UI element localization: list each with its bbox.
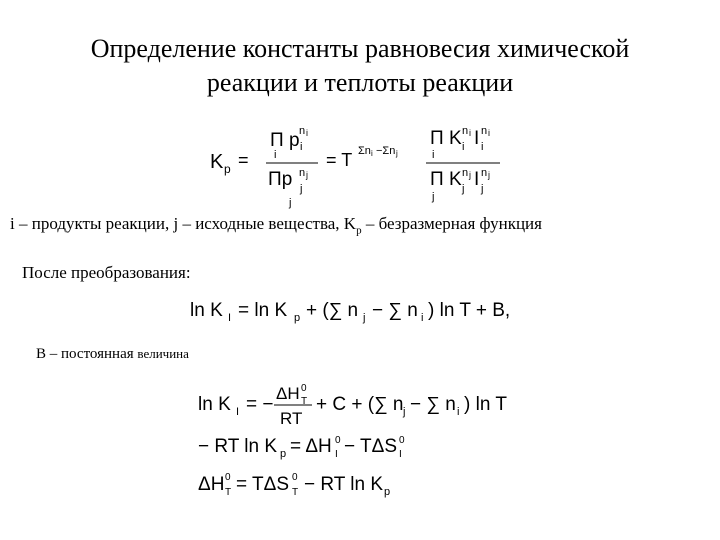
svg-text:0: 0 — [225, 472, 231, 483]
svg-text:i: i — [488, 128, 490, 138]
svg-text:= TΔS: = TΔS — [236, 474, 290, 495]
svg-text:Π K: Π K — [430, 169, 462, 190]
svg-text:i: i — [457, 406, 460, 418]
svg-text:i: i — [274, 149, 277, 161]
svg-text:I: I — [335, 449, 338, 460]
after-transform-text: После преобразования: — [22, 263, 191, 282]
svg-text:j: j — [469, 170, 471, 180]
svg-text:T: T — [225, 487, 232, 498]
svg-text:+ C + (∑ n: + C + (∑ n — [316, 394, 404, 415]
svg-text:i: i — [371, 149, 373, 158]
title-line-1: Определение константы равновесия химической — [90, 34, 630, 63]
svg-text:j: j — [306, 170, 308, 180]
svg-text:I: I — [399, 449, 402, 460]
svg-text:n: n — [462, 167, 469, 179]
svg-text:= ΔH: = ΔH — [290, 436, 332, 457]
svg-text:p: p — [280, 448, 287, 460]
svg-text:j: j — [462, 183, 465, 195]
svg-text:−Σn: −Σn — [376, 145, 396, 157]
svg-text:Π K: Π K — [430, 128, 462, 149]
formula-ln-ki — [188, 290, 528, 330]
svg-text:Σn: Σn — [358, 145, 371, 157]
svg-text:i: i — [432, 149, 435, 161]
b-note-main: B – постоянная — [36, 346, 138, 362]
svg-text:− TΔS: − TΔS — [344, 436, 398, 457]
definitions-sub: p — [356, 224, 362, 237]
title-line-2: реакции и теплоты реакции — [206, 68, 514, 97]
svg-text:i: i — [306, 128, 308, 138]
svg-text:Πp: Πp — [268, 169, 293, 190]
svg-text:I: I — [474, 169, 480, 190]
svg-text:= ln K: = ln K — [238, 300, 288, 321]
svg-text:=: = — [238, 150, 249, 170]
formula-ln-ki-enthalpy — [196, 380, 516, 436]
svg-text:ln K: ln K — [190, 300, 223, 321]
svg-text:i: i — [421, 312, 424, 324]
svg-text:j: j — [403, 406, 406, 418]
svg-text:Π p: Π p — [270, 130, 300, 151]
b-note-text — [36, 346, 189, 363]
svg-text:T: T — [292, 487, 299, 498]
svg-text:0: 0 — [292, 472, 298, 483]
svg-text:i: i — [462, 141, 465, 153]
svg-text:0: 0 — [301, 383, 307, 394]
svg-text:n: n — [481, 125, 488, 137]
svg-text:j: j — [300, 183, 303, 195]
definitions-part2: – безразмерная функция — [361, 214, 542, 233]
svg-text:− RT ln K: − RT ln K — [198, 436, 278, 457]
svg-text:I: I — [228, 312, 232, 324]
svg-text:− RT ln K: − RT ln K — [304, 474, 384, 495]
svg-text:j: j — [481, 183, 484, 195]
svg-text:) ln T + B,: ) ln T + B, — [428, 300, 511, 321]
formula-rt-ln-kp — [196, 430, 436, 464]
formula-kp-definition — [200, 118, 520, 213]
svg-text:n: n — [299, 125, 306, 137]
svg-text:T: T — [301, 396, 308, 407]
svg-text:ΔH: ΔH — [198, 474, 225, 495]
svg-text:j: j — [488, 170, 490, 180]
svg-text:0: 0 — [335, 435, 341, 446]
svg-text:n: n — [299, 167, 306, 179]
svg-text:) ln T: ) ln T — [464, 394, 507, 415]
svg-text:n: n — [481, 167, 488, 179]
svg-text:RT: RT — [280, 409, 303, 428]
svg-text:p: p — [294, 312, 301, 324]
svg-text:i: i — [469, 128, 471, 138]
svg-text:0: 0 — [399, 435, 405, 446]
svg-text:− ∑ n: − ∑ n — [410, 394, 456, 415]
definitions-part1: i – продукты реакции, j – исходные вещества, K — [10, 214, 357, 233]
formula-delta-h — [196, 466, 436, 502]
svg-text:= T: = T — [326, 150, 353, 170]
svg-text:p: p — [384, 486, 391, 498]
svg-text:ln K: ln K — [198, 394, 231, 415]
svg-text:j: j — [432, 191, 435, 203]
svg-text:j: j — [396, 149, 398, 158]
svg-text:− ∑ n: − ∑ n — [372, 300, 418, 321]
svg-text:K: K — [210, 151, 224, 173]
svg-text:I: I — [474, 128, 480, 149]
svg-text:i: i — [481, 141, 484, 153]
svg-text:+ (∑ n: + (∑ n — [306, 300, 359, 321]
slide-title — [40, 32, 680, 100]
svg-text:j: j — [363, 312, 366, 324]
svg-text:= −: = − — [246, 394, 274, 415]
svg-text:I: I — [236, 406, 240, 418]
svg-text:j: j — [289, 197, 292, 209]
svg-text:n: n — [462, 125, 469, 137]
b-note-small: величина — [137, 346, 189, 361]
definitions-text — [10, 214, 542, 236]
svg-text:p: p — [224, 162, 231, 176]
svg-text:ΔH: ΔH — [276, 384, 300, 403]
svg-text:i: i — [300, 141, 303, 153]
